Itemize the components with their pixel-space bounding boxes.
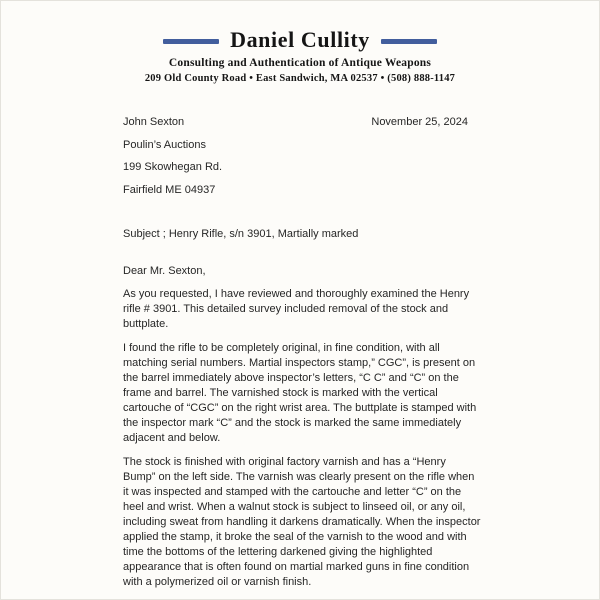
recipient-name: John Sexton xyxy=(123,116,185,128)
letterhead-name: Daniel Cullity xyxy=(230,27,370,52)
salutation: Dear Mr. Sexton, xyxy=(123,265,206,277)
recipient-city: Fairfield ME 04937 xyxy=(123,183,216,196)
letter-date: November 25, 2024 xyxy=(371,116,468,128)
recipient-address-block xyxy=(123,115,222,205)
paragraph-3: The stock is finished with original factory varnish and has a “Henry Bump” on the left side. The varnish was clearly present on the rifle when it was inspected and stamped with the cartouche and letter “C” on the heel and wrist. When a walnut stock is subject to linseed oil, or any oil, including sweat from handling it darkens dramatically. When the inspector applied the stamp, it broke the seal of the varnish to the wood and with time the bottoms of the lettering darkened giving the highlighted appearance that is often found on martial marked guns in fine condition with a polymerized oil or varnish finish. xyxy=(123,456,481,588)
recipient-company: Poulin’s Auctions xyxy=(123,138,206,151)
letterhead-right-bar xyxy=(381,39,437,44)
letterhead-tagline: Consulting and Authentication of Antique Weapons xyxy=(168,57,432,69)
recipient-date-row xyxy=(123,115,481,205)
paragraph-1: As you requested, I have reviewed and thoroughly examined the Henry rifle # 3901. This detailed survey included removal of the stock and buttplate. xyxy=(123,288,470,330)
letterhead-left-bar xyxy=(163,39,219,44)
letterhead-contact: 209 Old County Road • East Sandwich, MA 02537 • (508) 888-1147 xyxy=(144,73,456,84)
paragraph-2: I found the rifle to be completely original, in fine condition, with all matching serial numbers. Martial inspectors stamp,” CGC”, is present on the barrel immediately above inspector’s letters, “C C” and “C” on the frame and barrel. The varnished stock is marked with the vertical cartouche of “CGC” on the right wrist area. The buttplate is stamped with the inspector mark “C” and the stock is marked the same immediately adjacent and below. xyxy=(123,342,477,444)
recipient-street: 199 Skowhegan Rd. xyxy=(123,161,223,173)
letterhead-title-row xyxy=(1,27,599,53)
subject-line: Subject ; Henry Rifle, s/n 3901, Martially marked xyxy=(123,228,359,240)
letter-body xyxy=(123,115,481,590)
letterhead xyxy=(1,1,599,84)
